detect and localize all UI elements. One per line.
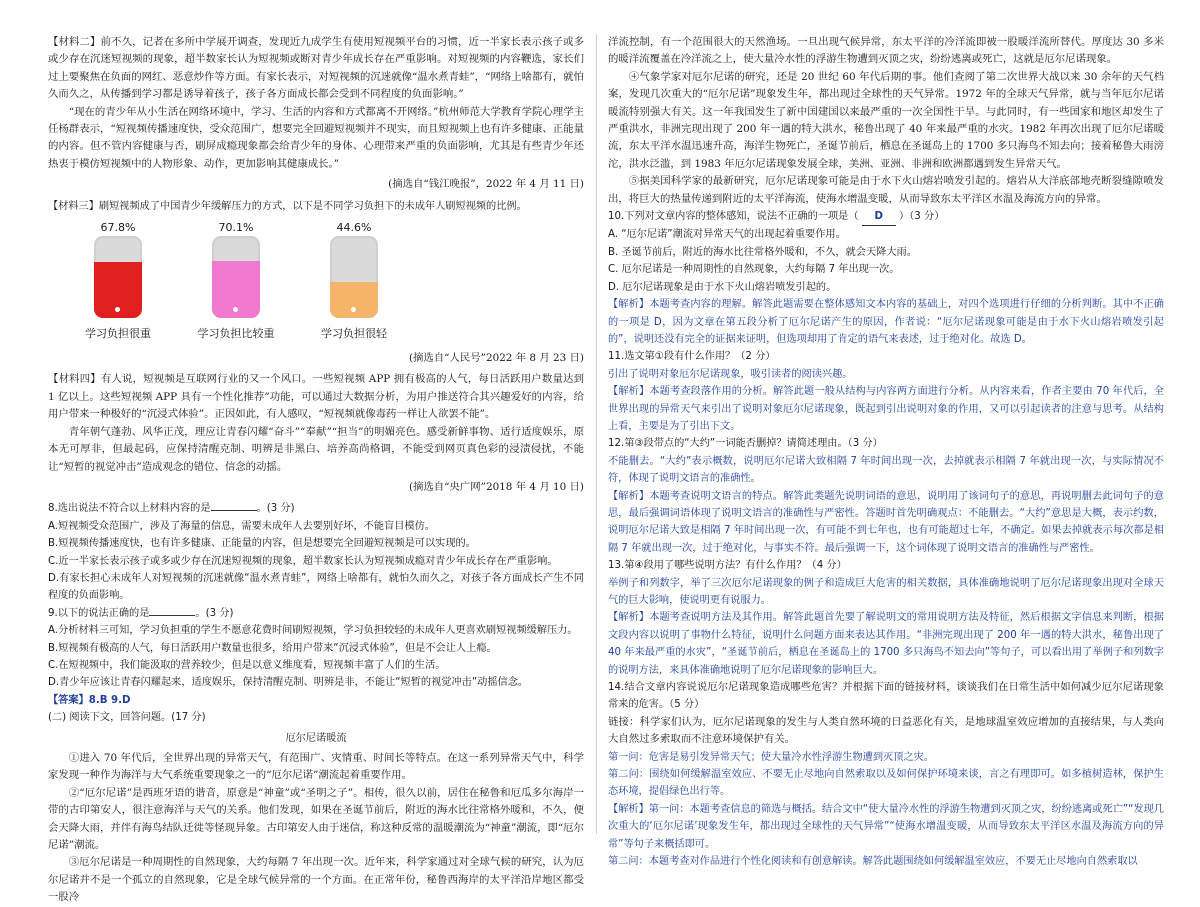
question-14-analysis-1: 【解析】第一问：本题考查信息的筛选与概括。结合文中“使大量冷水性的浮游生物遭到灭顶之灾，纷纷逃离或死亡”“发现几次重大的‘厄尔尼诺’现象发生年，都出现过全球性的天气异常”“使海水增温变暖，从而导致东太平洋区水温及海流方向的异常”等句子来概括即可。 [608,803,1164,850]
section-2-heading: (二) 阅读下文，回答问题。(17 分) [48,712,206,724]
category-label: 学习负担很轻 [321,327,387,341]
question-10-stem: 10.下列对文章内容的整体感知，说法不正确的一项是（ [608,211,859,223]
material-2-source: (摘选自“钱江晚报”，2022 年 4 月 11 日) [388,178,584,191]
column-divider [596,34,597,834]
question-9-option-d: D.青少年应该让青春闪耀起来，适度娱乐，保持清醒克制、明辨是非，不能让“短暂的视觉冲击”动摇信念。 [48,677,529,689]
question-14-answer-1: 第一问：危害是易引发异常天气；使大量冷水性浮游生物遭到灭顶之灾。 [608,751,934,763]
essay-paragraph-5: ⑤据美国科学家的最新研究，厄尔尼诺现象可能是由于水下火山熔岩喷发引起的。熔岩从大洋底部地壳断裂缝隙喷发出，将巨大的热量传递到附近的太平洋海流，使海水增温变暖，从而导致东太平洋区水温及海流方向的异常。 [608,175,1164,205]
category-label: 学习负担比较重 [197,327,275,341]
question-8-stem: 8.选出说法不符合以上材料内容的是 [48,503,211,515]
phone-bar-chart [48,219,584,347]
material-4-source: (摘选自“央广网”2018 年 4 月 10 日) [408,480,584,493]
phone-bar [330,236,378,318]
category-label: 学习负担很重 [85,327,151,341]
question-9-option-c: C.在短视频中，我们能汲取的营养较少，但是以意义维度看，短视频丰富了人们的生活。 [48,659,446,671]
question-10-score: ）（3 分） [899,211,945,223]
essay-paragraph-2: ②“厄尔尼诺”是西班牙语的谐音，原意是“神童”或“圣明之子”。相传，很久以前，居住在秘鲁和厄瓜多尔海岸一带的古印第安人，很注意海洋与天气的关系。他们发现，如果在圣诞节前后，附近的海水比往常格外暖和，不久，便会天降大雨，并伴有海鸟结队迁徙等怪现异象。古印第安人由于迷信，称这种反常的温暖潮流为“神童”潮流，即“厄尔尼诺”潮流。 [48,786,584,852]
question-10-option-d: D. 厄尔尼诺现象是由于水下火山熔岩喷发引起的。 [608,281,837,293]
phone-bar [212,236,260,318]
essay-paragraph-1: ①进入 70 年代后，全世界出现的异常天气，有范围广、灾情重、时间长等特点。在这一系列异常天气中，科学家发现一种作为海洋与大气系统重要现象之一的“厄尔尼诺”潮流起着重要作用。 [48,752,584,782]
data-label: 67.8% [100,221,136,235]
question-14-analysis-2: 第二问：本题考查对作品进行个性化阅读和有创意解读。解答此题围绕如何缓解温室效应，不要无止尽地向自然索取以 [608,856,1138,868]
question-8-score: 。(3 分) [256,503,295,515]
question-9-option-b: B.短视频有极高的人气，每日活跃用户数量也很多，给用户带来“沉浸式体验”，但是不会让人上瘾。 [48,642,497,654]
question-8-option-a: A.短视频受众范围广，涉及了海量的信息，需要未成年人去要别好坏，不能盲目模仿。 [48,520,435,532]
material-4-paragraph-1: 【材料四】有人说，短视频是互联网行业的又一个风口。一些短视频 APP 拥有极高的人气，每日活跃用户数量达到 1 亿以上。这些短视频 APP 具有一个性化推荐”功能，可以通过大数据分析，为用户推送符合其兴趣爱好的内容，给用户带来一种极好的“沉浸式体验”。正因如此，有人感叹，“短视频就像毒药一样让人欲罢不能”。 [48,373,584,421]
answer-8-9: 【答案】8.B 9.D [48,694,131,706]
question-10-analysis: 【解析】本题考查内容的理解。解答此题需要在整体感知文本内容的基础上，对四个选项进行仔细的分析判断。其中不正确的一项是 D，因为文章在第五段分析了厄尔尼诺产生的原因，作者说：“厄尔尼诺现象可能是由于水下火山熔岩喷发引起的”，说明还没有完全的证据来证明，但选项却用了肯定的语气来表述，过于绝对化。故选 D。 [608,299,1164,345]
bar-fill [330,282,378,319]
material-3-intro: 【材料三】刷短视频成了中国青少年缓解压力的方式，以下是不同学习负担下的未成年人刷短视频的比例。 [48,200,527,212]
right-column [608,34,1164,871]
phone-bar [94,236,142,318]
material-2-paragraph-2: “现在的青少年从小生活在网络环境中，学习、生活的内容和方式都离不开网络。”杭州师范大学教育学院心理学主任杨群表示，“短视频传播速度快，受众范围广，想要完全回避短视频并不现实，而且短视频上也有许多健康、正能量的内容。但不管内容健康与否，刷屏成瘾现象都会给青少年的身体、心理带来严重的负面影响，尤其是有些青少年还热衷于模仿短视频中的人物形象、动作，更加影响其健康成长。” [48,105,584,170]
essay-paragraph-3-continued: 洋流控制，有一个范围很大的天然渔场。一旦出现气候异常，东太平洋的冷洋流即被一股暖洋流所替代。厚度达 30 多米的暖洋流覆盖在冷洋流之上，使大量冷水性的浮游生物遭到灭顶之灾，纷纷逃离或死亡，这就是厄尔尼诺现象。 [608,36,1164,66]
question-9-blank [149,615,195,616]
essay-title: 厄尔尼诺暖流 [285,732,347,744]
data-label: 70.1% [218,221,254,235]
question-13-answer: 举例子和列数字，举了三次厄尔尼诺现象的例子和造成巨大危害的相关数据，具体准确地说明了厄尔尼诺现象出现对全球天气的巨大影响，使说明更有说服力。 [608,577,1164,606]
question-11: 11.选文第①段有什么作用？（2 分） [608,351,776,363]
question-12: 12.第③段带点的“大约”一词能否删掉？请简述理由。（3 分） [608,438,883,450]
question-8-option-c: C.近一半家长表示孩子或多或少存在沉迷短视频的现象，超半数家长认为短视频成瘾对青少年成长存在严重影响。 [48,555,558,567]
left-column [48,34,584,907]
material-2-paragraph-1: 【材料二】前不久，记者在多所中学展开调查，发现近九成学生有使用短视频平台的习惯，近一半家长表示孩子或多或少存在沉迷短视频的现象，超半数家长认为短视频或断对青少年成长存在严重影响。对短视频的内容鞭选，家长们过上要聚焦在负面的网红、恶意炒作等方面。有家长表示，对短视频的沉迷就像“温水煮青蛙”，“网络上啥都有，就怕久而久之，从传播到学习都是诱导着孩子，孩子各方面成长都会受到不同程度的负面影响。” [48,36,584,101]
question-10-option-b: B. 圣诞节前后，附近的海水比往常格外暖和，不久，就会天降大雨。 [608,246,917,258]
question-8-option-b: B.短视频传播速度快，也有许多健康、正能量的内容，但是想要完全回避短视频是可以实现的。 [48,538,476,550]
question-12-answer: 不能删去。“大约”表示概数，说明厄尔尼诺大致相隔 7 年时间出现一次，去掉就表示相隔 7 年就出现一次，与实际情况不符，体现了说明文语言的准确性。 [608,455,1164,485]
question-12-analysis: 【解析】本题考查说明文语言的特点。解答此类题先说明词语的意思，说明用了该词句子的意思，再说明删去此词句子的意思，最后强调词语体现了说明文语言的准确性与严密性。答题时首先明确观点：不能删去。“大约”意思是大概，表示约数，说明厄尔尼诺大致是相隔 7 年时间出现一次，有可能不到七年也，也有可能超过七年，不确定。如果去掉就表示每次都是相隔 7 年就出现一次，过于绝对化，与事实不符。最后强调一下，这个词体现了说明文语言的准确性与严密性。 [608,490,1164,554]
question-10-answer: D [862,208,896,226]
question-8-option-d: D.有家长担心未成年人对短视频的沉迷就像“温水煮青蛙”，网络上啥都有，就怕久而久之，对孩子各方面成长产生不同程度的负面影响。 [48,572,584,602]
data-label: 44.6% [336,221,372,235]
question-13-analysis: 【解析】本题考查说明方法及其作用。解答此题首先要了解说明文的常用说明方法及特征，然后根据文字信息来判断，根据文段内容以说明了事物什么特征，说明什么问题方面来表达其作用。“非洲完现出现了 200 年一遇的特大洪水，秘鲁出现了 40 年来最严重的水灾”，“圣诞节前后，栖息在圣诞岛上的 1700 多只海鸟不知去向”等句子，可以看出用了举例子和列数字的说明方法，来具体准确地说明了厄尔尼诺现象的影响巨大。 [608,612,1164,676]
question-14-answer-2: 第二问：围绕如何缓解温室效应、不要无止尽地向自然索取以及如何保护环境来谈，言之有理即可。如多植树造林，保护生态环境，提倡绿色出行等。 [608,769,1164,798]
question-9-option-a: A.分析材料三可知，学习负担重的学生不愿意花费时间刷短视频，学习负担较轻的未成年人更喜欢刷短视频缓解压力。 [48,625,578,637]
question-13: 13.第④段用了哪些说明方法？有什么作用？（4 分） [608,560,847,572]
question-8 [48,500,584,517]
question-14-link-material: 链接：科学家们认为，厄尔尼诺现象的发生与人类自然环境的日益恶化有关，是地球温室效应增加的直接结果，与人类向大自然过多索取而不注意环境保护有关。 [608,715,1164,746]
essay-paragraph-3: ③厄尔尼诺是一种周期性的自然现象，大约每隔 7 年出现一次。近年来，科学家通过对全球气候的研究，认为厄尔尼诺并不是一个孤立的自然现象，它是全球气候异常的一个方面。在正常年份，秘鲁西海岸的太平洋沿岸地区都受一股冷 [48,856,584,904]
question-14: 14.结合文章内容说说厄尔尼诺现象造成哪些危害？并根据下面的链接材料，谈谈我们在日常生活中如何减少厄尔尼诺现象常来的危害。（5 分） [608,682,1164,711]
question-10-option-c: C. 厄尔尼诺是一种周期性的自然现象，大约每隔 7 年出现一次。 [608,264,900,276]
question-9 [48,605,584,622]
question-8-blank [211,510,257,511]
material-4-paragraph-2: 青年朝气蓬勃、风华正茂，理应让青春闪耀“奋斗”“奉献”“担当”的明媚亮色。感受新鲜事物、适行适度娱乐，原本无可厚非，但最起码，应保持清醒克制、明辨是非黑白、培养高尚格调，不能受到网页真色彩的浸渍侵扰，不能让“短暂的视觉冲击”造成观念的错位、信念的动摇。 [48,425,584,473]
question-9-stem: 9.以下的说法正确的是 [48,607,150,619]
question-10-option-a: A. “厄尔尼诺”潮流对异常天气的出现起着重要作用。 [608,229,846,241]
material-3-source: (摘选自“人民号”2022 年 8 月 23 日) [408,352,584,365]
question-11-analysis: 【解析】本题考查段落作用的分析。解答此题一般从结构与内容两方面进行分析。从内容来看，作者主要由 70 年代后，全世界出现的异常天气来引出了说明对象厄尔尼诺现象，既起到引出说明对象的作用，又可以引起读者的注意与思考。从结构上看，主要是为了引出下文。 [608,386,1164,432]
question-9-score: 。(3 分) [195,607,234,619]
essay-paragraph-4: ④气象学家对厄尔尼诺的研究，还是 20 世纪 60 年代后期的事。他们查阅了第二次世界大战以来 30 余年的天气档案，发现几次重大的“厄尔尼诺”现象发生年，都出现过全球性的天气异常。1972 年的全球天气异常，就与当年厄尔尼诺暖流特别强大有关。这一年我国发生了新中国建国以来最严重的一次全国性干旱。与此同时，有一些国家和地区却发生了严重洪水，非洲完现出现了 200 年一遇的特大洪水，秘鲁出现了 40 年来最严重的水灾。1982 年再次出现了厄尔尼诺暖流，东太平洋水温迅速升高，海洋生物死亡，圣诞节前后，栖息在圣诞岛上的 1700 多只海鸟不知去向；接着秘鲁大雨滂沱，洪水泛滥，到 1983 年厄尔尼诺现象发展全球，美洲、亚洲、非洲和欧洲都遇到发生异常天气。 [608,70,1164,170]
question-11-answer: 引出了说明对象厄尔尼诺现象，吸引读者的阅读兴趣。 [608,368,853,380]
question-10 [608,208,1164,226]
